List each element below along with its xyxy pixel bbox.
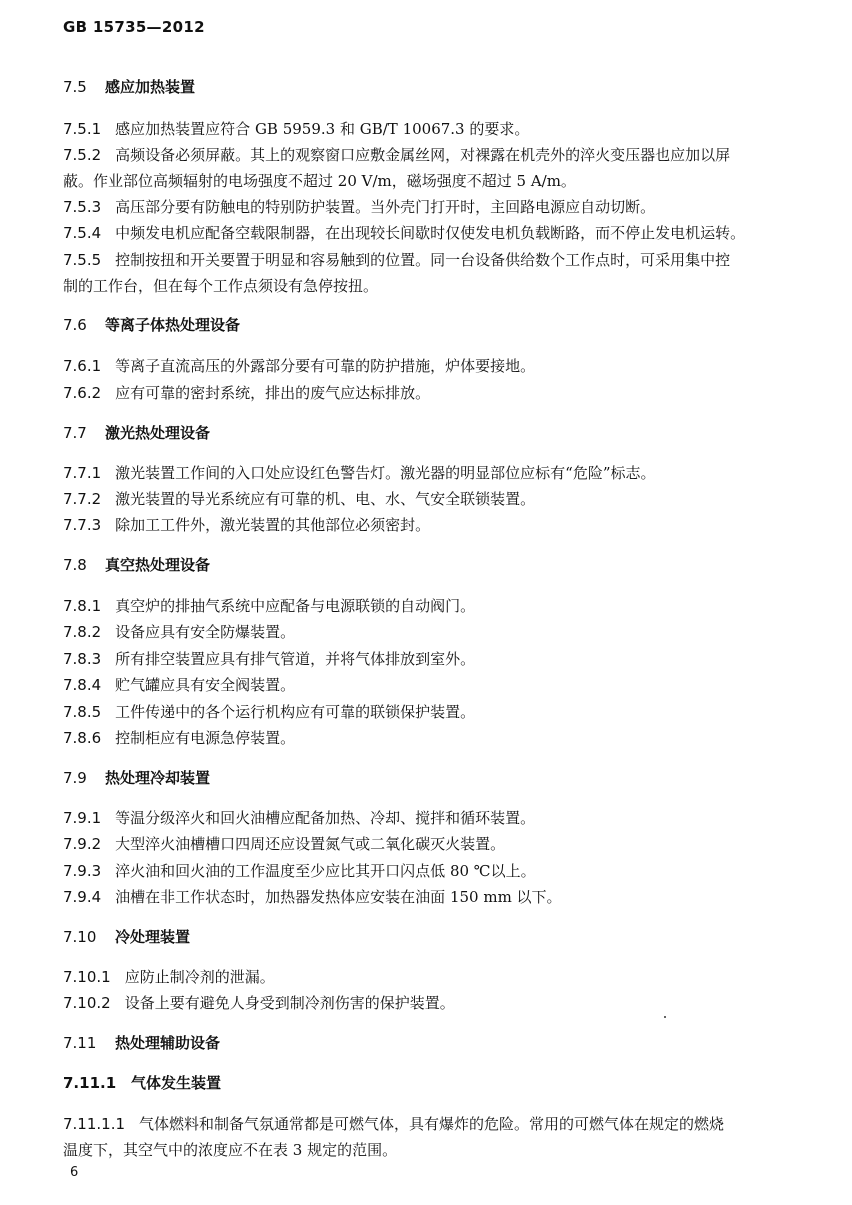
- clause-number: 7.8.5: [63, 703, 102, 721]
- clause-text: 高频设备必须屏蔽。其上的观察窗口应敷金属丝网，对裸露在机壳外的淬火变压器也应加以屏: [115, 146, 731, 164]
- clause-text: 贮气罐应具有安全阀装置。: [115, 676, 296, 694]
- clause-number: 7.5.5: [63, 251, 102, 269]
- section-title: 等离子体热处理设备: [105, 316, 241, 334]
- clause-text: 大型淬火油槽槽口四周还应设置氮气或二氧化碳灭火装置。: [115, 835, 506, 853]
- clause-number: 7.9.1: [63, 809, 102, 827]
- clause-7-5-2: [63, 146, 730, 164]
- section-title: 激光热处理设备: [105, 424, 211, 442]
- clause-7-7-3: [63, 516, 430, 534]
- clause-text: 中频发电机应配备空载限制器，在出现较长间歇时仅使发电机负载断路，而不停止发电机运转。: [115, 224, 746, 242]
- clause-7-11-1-1-continued: 温度下，其空气中的浓度应不在表 3 规定的范围。: [63, 1141, 398, 1159]
- clause-7-5-5-continued: 制的工作台，但在每个工作点须设有急停按扭。: [63, 277, 379, 295]
- clause-7-10-2: [63, 994, 455, 1012]
- section-title: 真空热处理设备: [105, 556, 211, 574]
- clause-number: 7.9.2: [63, 835, 102, 853]
- subsection-heading-7-11-1: [63, 1074, 221, 1092]
- clause-number: 7.5.1: [63, 120, 102, 138]
- clause-text: 高压部分要有防触电的特别防护装置。当外壳门打开时，主回路电源应自动切断。: [115, 198, 656, 216]
- clause-number: 7.9.4: [63, 888, 102, 906]
- clause-number: 7.8.1: [63, 597, 102, 615]
- section-title: 热处理冷却装置: [105, 769, 211, 787]
- clause-text: 控制按扭和开关要置于明显和容易触到的位置。同一台设备供给数个工作点时，可采用集中控: [115, 251, 731, 269]
- clause-text: 等离子直流高压的外露部分要有可靠的防护措施，炉体要接地。: [115, 357, 536, 375]
- clause-text: 应防止制冷剂的泄漏。: [124, 968, 275, 986]
- clause-text: 感应加热装置应符合 GB 5959.3 和 GB/T 10067.3 的要求。: [115, 120, 530, 138]
- clause-number: 7.7.2: [63, 490, 102, 508]
- clause-text: 激光装置的导光系统应有可靠的机、电、水、气安全联锁装置。: [115, 490, 536, 508]
- section-number: 7.10: [63, 928, 97, 946]
- section-number: 7.8: [63, 556, 87, 574]
- clause-text: 设备应具有安全防爆装置。: [115, 623, 296, 641]
- clause-7-5-3: [63, 198, 655, 216]
- clause-number: 7.10.2: [63, 994, 111, 1012]
- standard-number: GB 15735—2012: [63, 18, 205, 36]
- clause-number: 7.8.6: [63, 729, 102, 747]
- clause-text: 控制柜应有电源急停装置。: [115, 729, 296, 747]
- clause-number: 7.5.2: [63, 146, 102, 164]
- clause-text: 油槽在非工作状态时，加热器发热体应安装在油面 150 mm 以下。: [115, 888, 562, 906]
- clause-number: 7.8.4: [63, 676, 102, 694]
- clause-7-6-2: [63, 384, 430, 402]
- section-heading-7-10: [63, 928, 190, 946]
- clause-number: 7.6.1: [63, 357, 102, 375]
- clause-number: 7.9.3: [63, 862, 102, 880]
- section-title: 冷处理装置: [115, 928, 191, 946]
- section-number: 7.5: [63, 78, 87, 96]
- subsection-number: 7.11.1: [63, 1074, 117, 1092]
- clause-7-11-1-1: [63, 1115, 724, 1133]
- section-heading-7-11: [63, 1034, 220, 1052]
- clause-text: 工件传递中的各个运行机构应有可靠的联锁保护装置。: [115, 703, 476, 721]
- section-number: 7.9: [63, 769, 87, 787]
- clause-7-5-5: [63, 251, 730, 269]
- clause-number: 7.5.4: [63, 224, 102, 242]
- clause-text: 除加工工件外，激光装置的其他部位必须密封。: [115, 516, 431, 534]
- clause-7-9-1: [63, 809, 535, 827]
- section-heading-7-9: [63, 769, 210, 787]
- section-number: 7.6: [63, 316, 87, 334]
- clause-7-9-3: [63, 862, 536, 880]
- section-number: 7.7: [63, 424, 87, 442]
- clause-7-8-5: [63, 703, 475, 721]
- clause-7-8-2: [63, 623, 295, 641]
- clause-7-7-2: [63, 490, 535, 508]
- clause-7-5-2-continued: 蔽。作业部位高频辐射的电场强度不超过 20 V/m，磁场强度不超过 5 A/m。: [63, 172, 576, 190]
- clause-number: 7.7.1: [63, 464, 102, 482]
- clause-number: 7.6.2: [63, 384, 102, 402]
- clause-text: 所有排空装置应具有排气管道，并将气体排放到室外。: [115, 650, 476, 668]
- scan-speck: [664, 1016, 666, 1018]
- subsection-title: 气体发生装置: [131, 1074, 222, 1092]
- clause-7-5-1: [63, 120, 529, 138]
- clause-7-9-2: [63, 835, 505, 853]
- clause-text: 应有可靠的密封系统，排出的废气应达标排放。: [115, 384, 431, 402]
- section-heading-7-5: [63, 78, 195, 96]
- clause-7-8-4: [63, 676, 295, 694]
- section-heading-7-8: [63, 556, 210, 574]
- clause-text: 激光装置工作间的入口处应设红色警告灯。激光器的明显部位应标有“危险”标志。: [115, 464, 656, 482]
- clause-7-8-1: [63, 597, 475, 615]
- section-number: 7.11: [63, 1034, 97, 1052]
- section-title: 热处理辅助设备: [115, 1034, 221, 1052]
- clause-7-8-3: [63, 650, 475, 668]
- clause-7-8-6: [63, 729, 295, 747]
- clause-text: 等温分级淬火和回火油槽应配备加热、冷却、搅拌和循环装置。: [115, 809, 536, 827]
- clause-text: 真空炉的排抽气系统中应配备与电源联锁的自动阀门。: [115, 597, 476, 615]
- clause-number: 7.8.3: [63, 650, 102, 668]
- clause-7-5-4: [63, 224, 745, 242]
- page-number: 6: [70, 1165, 79, 1180]
- clause-7-9-4: [63, 888, 562, 906]
- clause-text: 设备上要有避免人身受到制冷剂伤害的保护装置。: [124, 994, 455, 1012]
- clause-number: 7.10.1: [63, 968, 111, 986]
- clause-number: 7.8.2: [63, 623, 102, 641]
- section-heading-7-7: [63, 424, 210, 442]
- clause-7-6-1: [63, 357, 535, 375]
- clause-text: 气体燃料和制备气氛通常都是可燃气体，具有爆炸的危险。常用的可燃气体在规定的燃烧: [139, 1115, 725, 1133]
- clause-number: 7.7.3: [63, 516, 102, 534]
- clause-text: 淬火油和回火油的工作温度至少应比其开口闪点低 80 ℃以上。: [115, 862, 536, 880]
- clause-number: 7.5.3: [63, 198, 102, 216]
- clause-number: 7.11.1.1: [63, 1115, 126, 1133]
- section-heading-7-6: [63, 316, 240, 334]
- clause-7-10-1: [63, 968, 275, 986]
- section-title: 感应加热装置: [105, 78, 196, 96]
- clause-7-7-1: [63, 464, 656, 482]
